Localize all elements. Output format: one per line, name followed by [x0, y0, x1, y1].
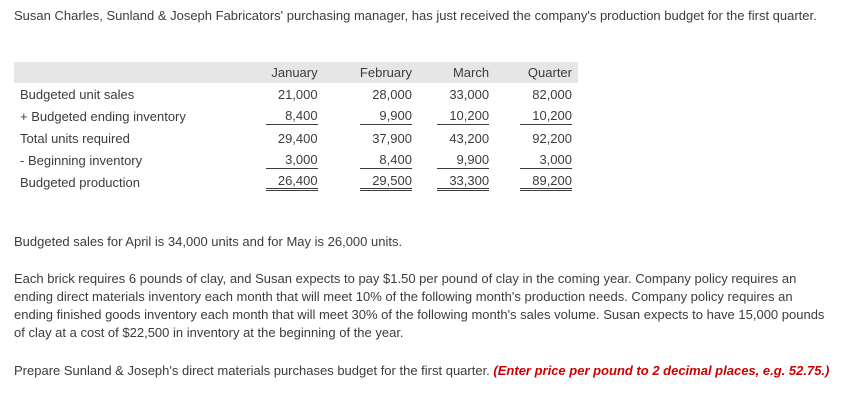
cell-value: 9,900	[360, 108, 412, 125]
table-row	[14, 83, 578, 105]
row-label: Budgeted unit sales	[20, 86, 135, 102]
header-blank	[14, 62, 237, 83]
assumptions-paragraph: Each brick requires 6 pounds of clay, and Susan expects to pay $1.50 per pound of clay in the coming year. Company policy requires an ending direct materials inventory each month that will meet 10% of the following month's production needs. Company policy requires an ending finished goods inventory each month that will meet 30% of the following month's sales volume. Susan expects to have 15,000 pounds of clay at a cost of $22,500 in inventory at the beginning of the year.	[14, 271, 825, 340]
table-row	[14, 171, 578, 193]
cell-value: 8,400	[266, 108, 318, 125]
cell-value: 26,400	[266, 173, 318, 191]
cell-value: 10,200	[437, 108, 489, 125]
cell-value: 43,200	[449, 130, 490, 146]
cell-value: 9,900	[437, 152, 489, 169]
table-row	[14, 127, 578, 149]
cell-value: 82,000	[532, 86, 572, 102]
header-quarter: Quarter	[527, 65, 572, 80]
table-row	[14, 105, 578, 127]
header-january: January	[271, 65, 318, 80]
table-header-row	[14, 62, 578, 83]
instruction-paragraph	[14, 362, 834, 380]
row-label: Total units required	[20, 130, 130, 146]
row-label: - Beginning inventory	[20, 152, 143, 168]
production-budget-table	[14, 62, 578, 193]
cell-value: 28,000	[372, 86, 412, 102]
cell-value: 29,400	[277, 130, 318, 146]
cell-value: 29,500	[360, 173, 412, 191]
instruction-text: Prepare Sunland & Joseph's direct materials purchases budget for the first quarter.	[14, 363, 494, 378]
row-label: Budgeted production	[20, 174, 140, 190]
cell-value: 21,000	[277, 86, 318, 102]
instruction-hint: (Enter price per pound to 2 decimal places, e.g. 52.75.)	[493, 363, 830, 378]
cell-value: 89,200	[520, 173, 572, 191]
april-may-sales-text: Budgeted sales for April is 34,000 units and for May is 26,000 units.	[14, 234, 403, 249]
cell-value: 33,300	[437, 173, 489, 191]
cell-value: 3,000	[266, 152, 318, 169]
cell-value: 37,900	[372, 130, 412, 146]
row-label: + Budgeted ending inventory	[20, 108, 186, 124]
cell-value: 33,000	[449, 86, 490, 102]
cell-value: 3,000	[520, 152, 572, 169]
cell-value: 10,200	[520, 108, 572, 125]
intro-text: Susan Charles, Sunland & Joseph Fabricators' purchasing manager, has just received the company's production budget for the first quarter.	[14, 8, 817, 23]
cell-value: 8,400	[360, 152, 412, 169]
table-row	[14, 149, 578, 171]
cell-value: 92,200	[532, 130, 572, 146]
header-february: February	[359, 65, 412, 80]
header-march: March	[452, 65, 490, 80]
